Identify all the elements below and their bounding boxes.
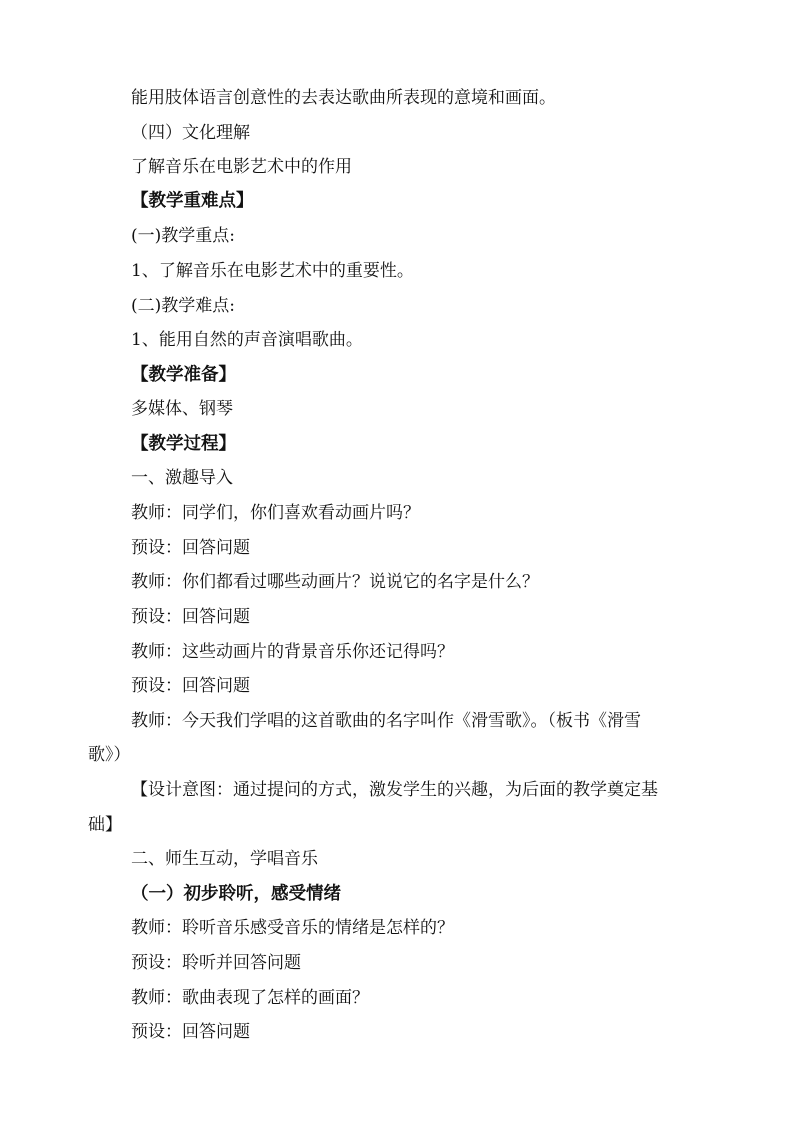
- section-title: 【教学过程】: [131, 434, 236, 454]
- design-intent-continued: 础】: [88, 815, 122, 835]
- dialogue-line: 教师：同学们，你们喜欢看动画片吗？: [131, 503, 420, 523]
- subsection-heading: (一)教学重点:: [131, 226, 235, 246]
- section-title: 【教学准备】: [131, 365, 236, 385]
- subsection-title: （一）初步聆听，感受情绪: [131, 884, 341, 904]
- dialogue-line: 教师：今天我们学唱的这首歌曲的名字叫作《滑雪歌》。（板书《滑雪: [131, 711, 641, 731]
- list-item: 1、能用自然的声音演唱歌曲。: [131, 330, 363, 350]
- dialogue-line: 预设：回答问题: [131, 538, 250, 558]
- subsection-heading: 一、激趣导入: [131, 468, 233, 488]
- body-text: 了解音乐在电影艺术中的作用: [131, 157, 352, 177]
- dialogue-line: 预设：回答问题: [131, 607, 250, 627]
- list-item: 1、了解音乐在电影艺术中的重要性。: [131, 261, 414, 281]
- dialogue-line: 预设：回答问题: [131, 1022, 250, 1042]
- dialogue-line: 教师：歌曲表现了怎样的画面？: [131, 988, 369, 1008]
- dialogue-line: 教师：你们都看过哪些动画片？说说它的名字是什么？: [131, 572, 539, 592]
- design-intent: 【设计意图：通过提问的方式，激发学生的兴趣，为后面的教学奠定基: [131, 780, 658, 800]
- dialogue-line: 教师：聆听音乐感受音乐的情绪是怎样的？: [131, 918, 454, 938]
- body-text: 多媒体、钢琴: [131, 399, 233, 419]
- subsection-heading: (二)教学难点:: [131, 296, 235, 316]
- dialogue-line: 预设：回答问题: [131, 676, 250, 696]
- dialogue-line: 预设：聆听并回答问题: [131, 953, 301, 973]
- dialogue-line-continued: 歌》）: [88, 745, 131, 765]
- section-title: 【教学重难点】: [131, 191, 254, 211]
- dialogue-line: 教师：这些动画片的背景音乐你还记得吗？: [131, 642, 454, 662]
- section-heading: （四）文化理解: [131, 123, 250, 143]
- body-text: 能用肢体语言创意性的去表达歌曲所表现的意境和画面。: [131, 88, 556, 108]
- subsection-heading: 二、师生互动，学唱音乐: [131, 849, 318, 869]
